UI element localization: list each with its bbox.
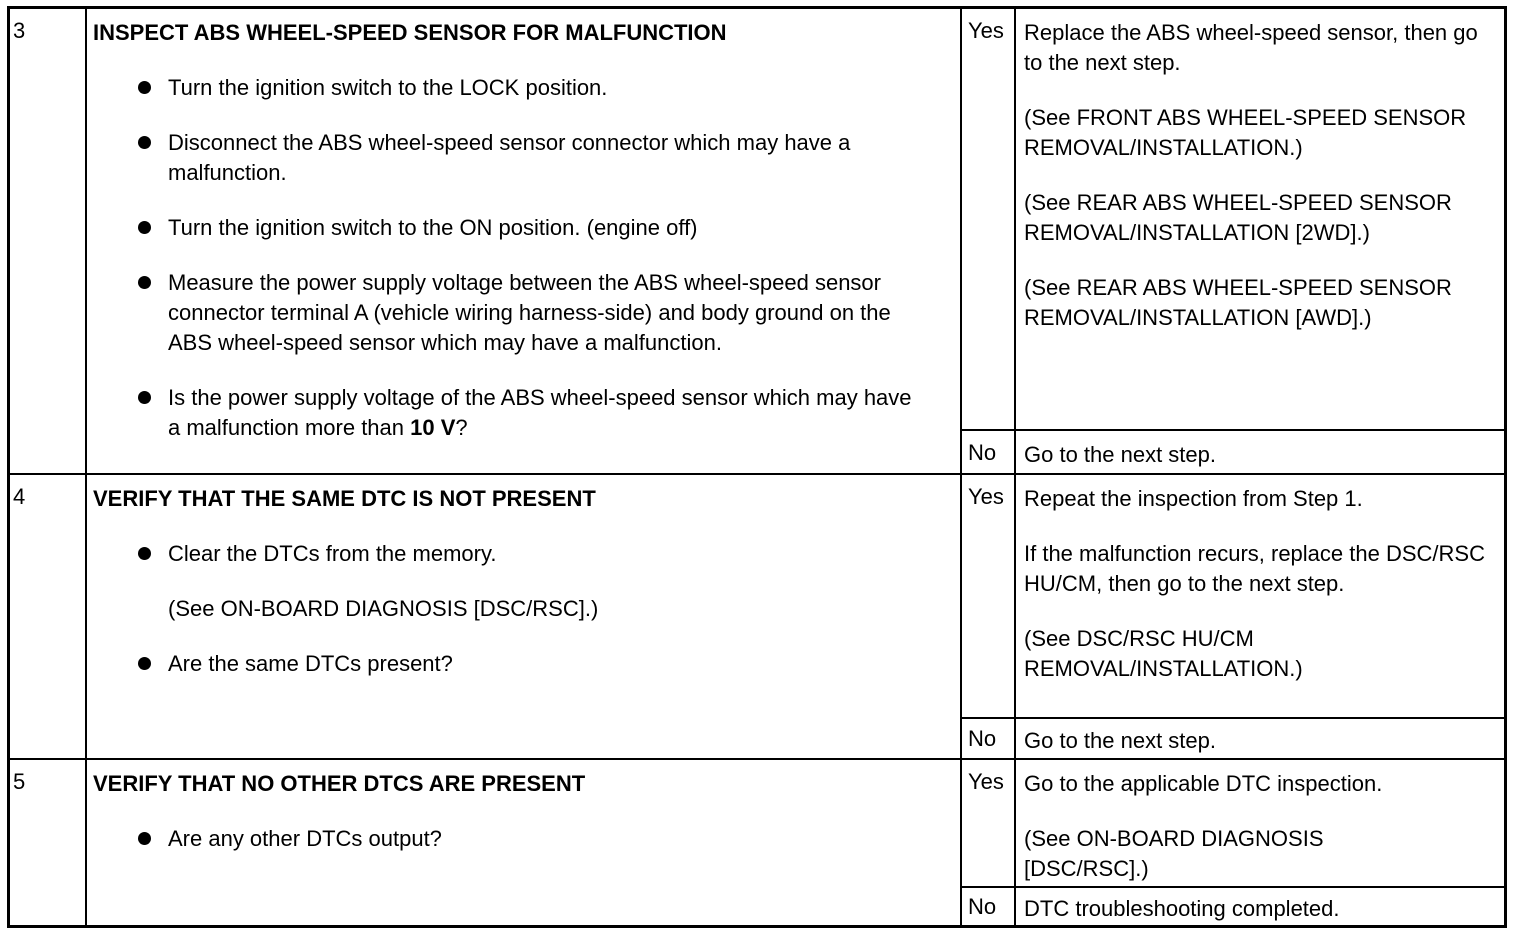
bullet-icon — [138, 136, 151, 149]
yes-outcome — [962, 760, 1504, 886]
table-row-step-5 — [10, 758, 1504, 926]
action-paragraph: Replace the ABS wheel-speed sensor, then go to the next step. — [1024, 20, 1478, 75]
outcome-area — [960, 475, 1504, 760]
outcome-area — [960, 9, 1504, 475]
reference-link[interactable]: (See DSC/RSC HU/CM REMOVAL/INSTALLATION.) — [1024, 626, 1303, 681]
action-paragraph: Go to the applicable DTC inspection. — [1024, 771, 1383, 796]
step-heading: VERIFY THAT THE SAME DTC IS NOT PRESENT — [93, 486, 596, 511]
voltage-threshold: 10 V — [410, 415, 456, 440]
yes-outcome — [962, 9, 1504, 429]
bullet-icon — [138, 81, 151, 94]
result-no-label: No — [968, 726, 997, 751]
inspection-cell — [85, 475, 960, 760]
bullet-item: Disconnect the ABS wheel-speed sensor connector which may have a malfunction. — [93, 128, 960, 188]
bullet-item: Turn the ignition switch to the ON position. (engine off) — [93, 213, 960, 243]
bullet-item: Are the same DTCs present? — [93, 649, 960, 679]
no-action: Go to the next step. — [1014, 719, 1504, 762]
bullet-item: Clear the DTCs from the memory. — [93, 539, 960, 569]
troubleshooting-table — [7, 6, 1507, 928]
bullet-item: Turn the ignition switch to the LOCK position. — [93, 73, 960, 103]
bullet-icon — [138, 221, 151, 234]
bullet-icon — [138, 832, 151, 845]
reference-link[interactable]: (See ON-BOARD DIAGNOSIS [DSC/RSC].) — [168, 596, 599, 621]
bullet-item: Is the power supply voltage of the ABS wheel-speed sensor which may have a malfunction more than 10 V? — [93, 383, 960, 443]
step-number: 3 — [13, 18, 26, 43]
table-row-step-4 — [10, 473, 1504, 760]
outcome-area — [960, 760, 1504, 926]
no-outcome — [962, 886, 1504, 928]
inspection-cell — [85, 9, 960, 475]
reference-link[interactable]: (See FRONT ABS WHEEL-SPEED SENSOR REMOVAL/INSTALLATION.) — [1024, 105, 1467, 160]
yes-action — [1014, 760, 1504, 886]
no-outcome — [962, 429, 1504, 475]
no-action: Go to the next step. — [1014, 431, 1504, 475]
table-row-step-3 — [10, 9, 1504, 475]
reference-link[interactable]: (See REAR ABS WHEEL-SPEED SENSOR REMOVAL/INSTALLATION [2WD].) — [1024, 190, 1452, 245]
result-yes-label: Yes — [968, 769, 1004, 794]
no-outcome — [962, 717, 1504, 762]
bullet-item: Measure the power supply voltage between the ABS wheel-speed sensor connector terminal A (vehicle wiring harness-side) and body ground on the ABS wheel-speed sensor which may have a malfunction. — [93, 268, 960, 358]
bullet-item: Are any other DTCs output? — [93, 824, 960, 854]
reference-link[interactable]: (See REAR ABS WHEEL-SPEED SENSOR REMOVAL/INSTALLATION [AWD].) — [1024, 275, 1452, 330]
bullet-icon — [138, 276, 151, 289]
yes-action — [1014, 475, 1504, 717]
bullet-icon — [138, 547, 151, 560]
bullet-icon — [138, 391, 151, 404]
result-yes-label: Yes — [968, 18, 1004, 43]
action-paragraph: Repeat the inspection from Step 1. — [1024, 486, 1363, 511]
result-yes-label: Yes — [968, 484, 1004, 509]
step-heading: VERIFY THAT NO OTHER DTCS ARE PRESENT — [93, 771, 586, 796]
yes-action — [1014, 9, 1504, 429]
no-action: DTC troubleshooting completed. — [1014, 888, 1504, 928]
yes-outcome — [962, 475, 1504, 717]
bullet-icon — [138, 657, 151, 670]
step-number: 5 — [13, 769, 26, 794]
step-heading: INSPECT ABS WHEEL-SPEED SENSOR FOR MALFUNCTION — [93, 20, 727, 45]
step-number: 4 — [13, 484, 26, 509]
reference-link[interactable]: (See ON-BOARD DIAGNOSIS [DSC/RSC].) — [1024, 826, 1324, 881]
result-no-label: No — [968, 440, 997, 465]
action-paragraph: If the malfunction recurs, replace the DSC/RSC HU/CM, then go to the next step. — [1024, 541, 1485, 596]
inspection-cell — [85, 760, 960, 926]
result-no-label: No — [968, 894, 997, 919]
